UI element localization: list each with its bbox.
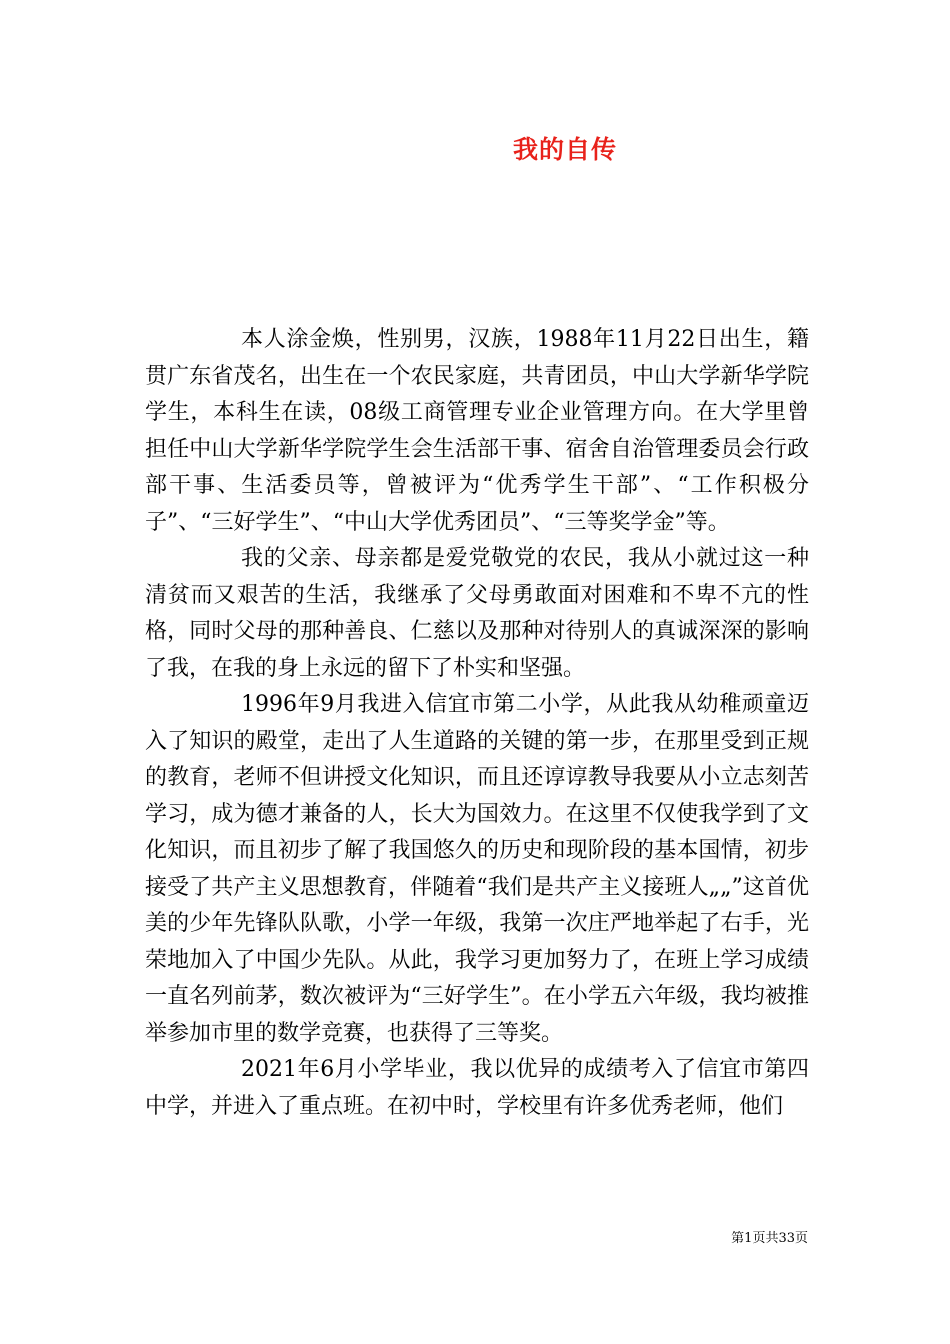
paragraph-parents: 我的父亲、母亲都是爱党敬党的农民，我从小就过这一种清贫而又艰苦的生活，我继承了父母勇敢面对困难和不卑不亢的性格，同时父母的那种善良、仁慈以及那种对待别人的真诚深深的影响了我，在我的身上永远的留下了朴实和坚强。 <box>145 546 809 681</box>
paragraph-primary-school: 1996年9月我进入信宜市第二小学，从此我从幼稚顽童迈入了知识的殿堂，走出了人生道路的关键的第一步，在那里受到正规的教育，老师不但讲授文化知识，而且还谆谆教导我要从小立志刻苦学习，成为德才兼备的人，长大为国效力。在这里不仅使我学到了文化知识，而且初步了解了我国悠久的历史和现阶段的基本国情，初步接受了共产主义思想教育，伴随着“我们是共产主义接班人„„”这首优美的少年先锋队队歌，小学一年级，我第一次庄严地举起了右手，光荣地加入了中国少先队。从此，我学习更加努力了，在班上学习成绩一直名列前茅，数次被评为“三好学生”。在小学五六年级，我均被推举参加市里的数学竞赛，也获得了三等奖。 <box>145 692 809 1046</box>
paragraph-intro: 本人涂金焕，性别男，汉族，1988年11月22日出生，籍贯广东省茂名，出生在一个农民家庭，共青团员，中山大学新华学院学生，本科生在读，08级工商管理专业企业管理方向。在大学里曾担任中山大学新华学院学生会生活部干事、宿舍自治管理委员会行政部干事、生活委员等，曾被评为“优秀学生干部”、“工作积极分子”、“三好学生”、“中山大学优秀团员”、“三等奖学金”等。 <box>145 327 809 535</box>
document-body <box>145 322 809 1125</box>
document-title: 我的自传 <box>512 135 617 164</box>
paragraph-middle-school: 2021年6月小学毕业，我以优异的成绩考入了信宜市第四中学，并进入了重点班。在初中时，学校里有许多优秀老师，他们 <box>145 1057 809 1119</box>
page-number: 第1页共33页 <box>731 1231 808 1246</box>
